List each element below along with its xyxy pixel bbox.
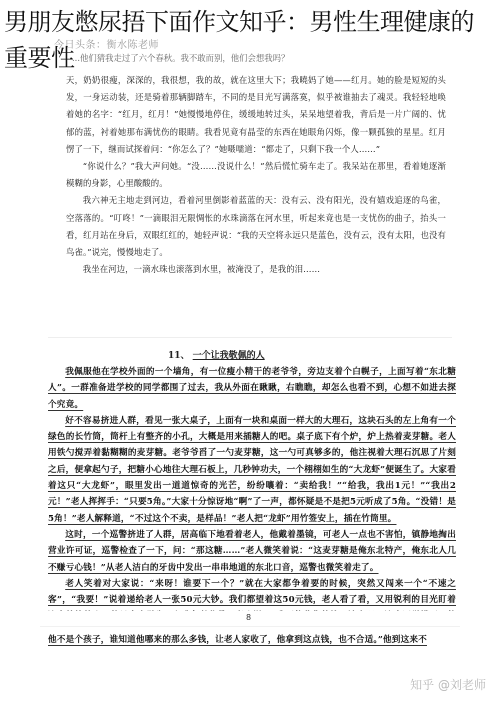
essay-paragraph: 我坐在河边，一滴水珠也滚落到水里，被淹没了，是我的泪……: [82, 264, 321, 275]
essay-paragraph: 我佩服他在学校外面的一个墙角，有一位瘦小精干的老爷爷，旁边支着个白幌子，上面写着“东北糖人”。一群准备进学校的同学都围了过去，我从外面在瞅瞅，右瞧瞧，却怎么也看不到，心想不如进去探个究竟。: [48, 367, 456, 410]
essay-continued-text: [48, 632, 456, 648]
zhihu-watermark: 知乎 @刘老师: [410, 678, 486, 692]
essay-paragraph: 他不是个孩子，谁知道他哪来的那么多钱，让老人家收了，他拿到这点钱，也不合适。”他到这来不: [48, 635, 427, 645]
essay-paragraph: 天，奶奶很瘦，深深的，我很想，我的故，就在这里大下；我曉妈了她——红月。她的脸是短短的头发，一身运动装，还是骑着那辆脚踏车，不同的是目光写满落寞，似乎被谁抽去了魂灵。我轻轻地唤着她的名字：“红月，红月！”她慢慢地停住，缓缓地转过头，呆呆地望着我，背后是一片广阔的、忧郁的蓝，衬着她那布满忧伤的眼睛。我看见竟有晶莹的东西在她眼角闪烁，像一颗孤独的星星。红月愣了一下，继而试探着问：“你怎么了？”她嗫嚅道：“都走了，只剩下我一个人……”: [66, 75, 446, 154]
intro-line: ...他们猜我走过了六个春秋。我不敢而别，他们会想我吗？: [72, 53, 290, 63]
essay-paragraph: 好不容易挤进人群，看见一张大桌子，上面有一块和桌面一样大的大理石，这块石头的左上角有一个绿色的长竹筒，筒杆上有整齐的小孔，大概是用来插糖人的吧。桌子底下有个炉，炉上热着麦芽糖。老人用铁勺搅弄着黏糊糊的麦芽糖。老爷爷舀了一勺麦芽糖，这一勺可真够多的，他注视着大理石沉思了片刻之后，便拿起勺子，把糖小心地往大理石板上，几秒钟功夫，一个栩栩如生的“大龙虾”便诞生了。大家看着这只“大龙虾”，眼里发出一道道惊奇的光芒，纷纷嚷着：“卖给我！”“给我，我出1元！”“我出2元！”老人挥挥手：“只要5角。”大家十分惊讶地“啊”了一声，都怀疑是不是把5元听成了5角。“没错！是5角！”老人解释道，“不过这个不卖，是样品！”老人把“龙虾”用竹签安上，插在竹筒里。: [48, 415, 456, 524]
essay-upper-text: [66, 72, 446, 278]
section-number: 11、: [168, 351, 190, 361]
essay-paragraph: 老人笑着对大家说：“来呀！谁要下一个？”就在大家都争着要的时候，突然又闯来一个“不速之客”，“我要！”说着递给老人一张50元大钞。我们都望着这50元钱，老人看了看，又用锐利的目光盯着: [48, 578, 456, 606]
source-watermark: 今日头条：衡水陈老师: [54, 40, 159, 51]
page-title: 男朋友憋尿捂下面作文知乎：男性生理健康的重要性: [4, 8, 474, 72]
section-title: 一个让我敬佩的人: [192, 351, 265, 361]
essay-lower-text: [48, 364, 456, 611]
divider: [48, 337, 452, 338]
essay-paragraph: 这时，一个巡警挤进了人群，居高临下地看着老人，他戴着墨镜，可老人一点也不害怕，镇静地掏出营业许可证，巡警检查了一下，问：“那这糖……”老人微笑着说：“这麦芽糖是俺东北特产，俺东北人几不赚亏心钱！”从老人洁白的牙齿中发出一串串地道的东北口音，巡警也微笑着走了。: [48, 529, 456, 573]
section-heading: [168, 348, 265, 361]
essay-paragraph: 我六神无主地走到河边，看着河里倒影着蓝蓝的天：没有云、没有阳光，没有嬉戏追逐的鸟雀，空落落的。“叮咚！”一滴眼泪无限惆怅的水珠滴落在河水里，听起来竟也是一支忧伤的曲子，抬头一看，红月站在身后，双眼红红的，她轻声说：“我的天空将永远只是蓝色，没有云，没有太阳，也没有鸟雀。”说完，慢慢地走了。: [66, 195, 446, 258]
page-number: 8: [246, 613, 252, 622]
divider: [40, 626, 460, 627]
essay-paragraph: “你说什么？”我大声问她。“没……没说什么！”然后慌忙骑车走了。我呆站在那里，看着她逐渐模糊的身影，心里酸酸的。: [66, 161, 446, 189]
